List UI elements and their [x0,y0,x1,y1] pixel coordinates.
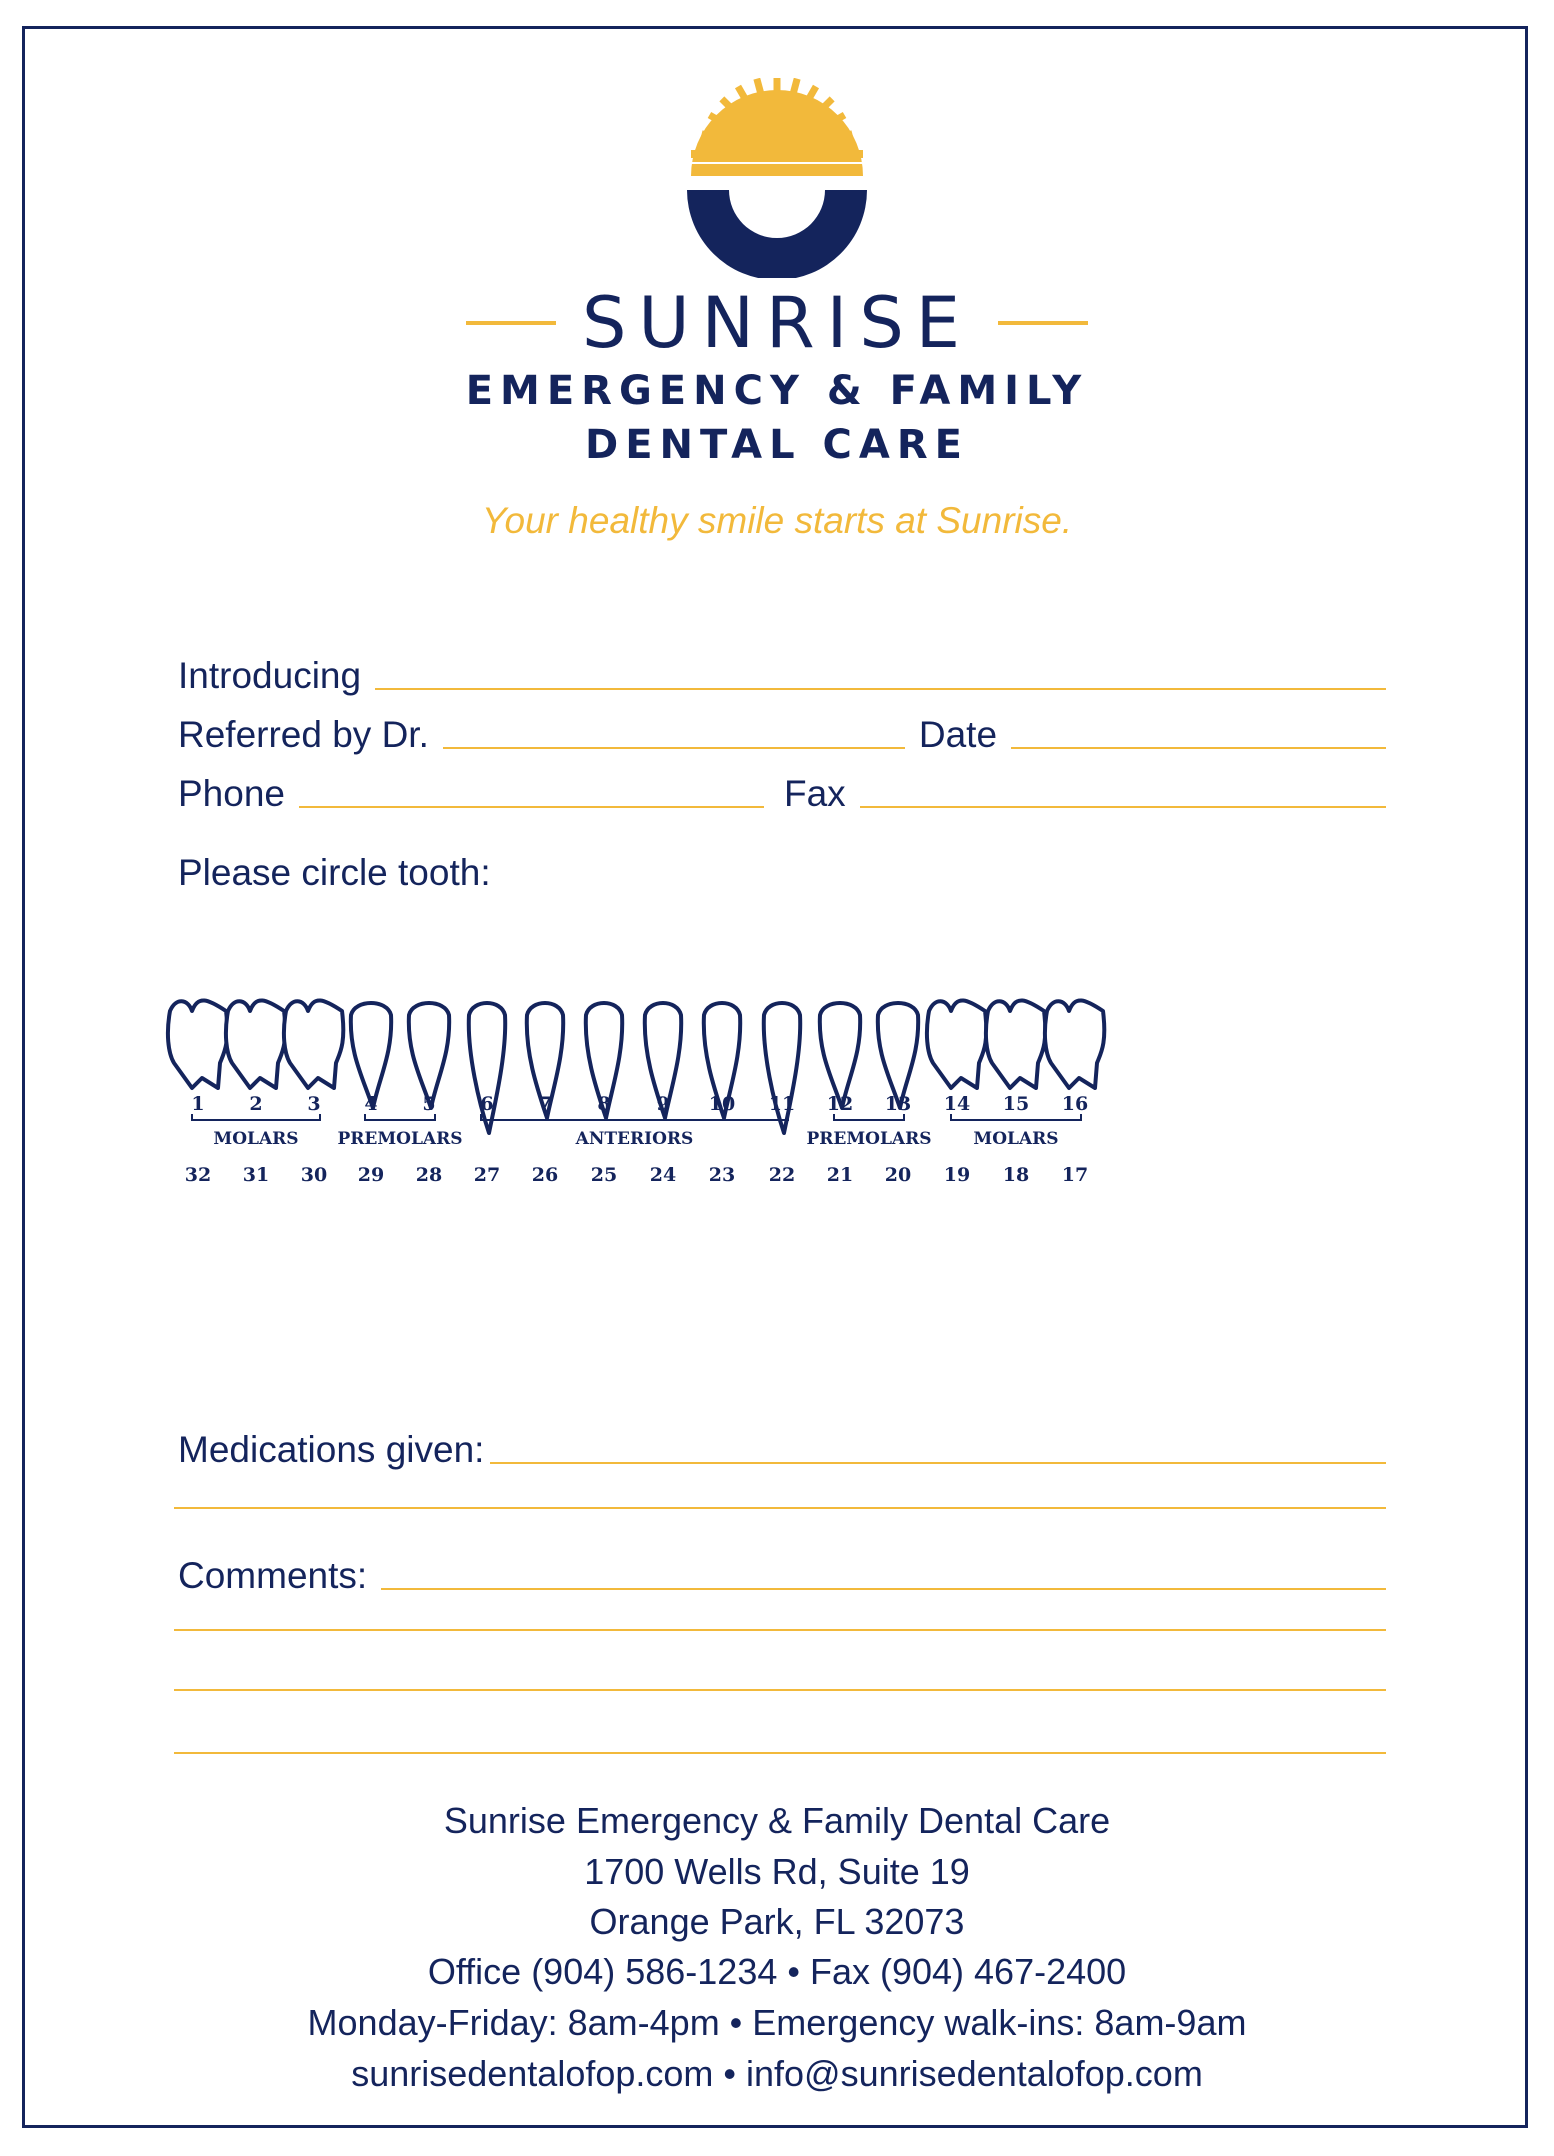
tooth-number-26[interactable]: 26 [531,1164,559,1186]
introducing-label: Introducing [178,655,362,696]
tooth-chart [160,905,1400,1385]
tooth-number-24[interactable]: 24 [649,1164,677,1186]
tooth-number-10[interactable]: 10 [708,1093,736,1115]
tooth-number-30[interactable]: 30 [300,1164,328,1186]
tooth-number-7[interactable]: 7 [538,1093,552,1115]
group-label-premolars-left: PREMOLARS [806,1129,932,1149]
medications-row [178,1420,1386,1472]
date-label: Date [918,714,998,755]
comments-line-2[interactable] [174,1629,1386,1631]
tooth-number-11[interactable]: 11 [768,1093,796,1115]
brand-rule-left [466,321,556,325]
referred-label: Referred by Dr. [178,714,429,755]
phone-row [178,764,1386,816]
group-bracket [481,1114,788,1120]
comments-row [178,1546,1386,1598]
comments-line-4[interactable] [174,1752,1386,1754]
referred-field[interactable] [443,747,905,749]
tooth-number-2[interactable]: 2 [249,1093,263,1115]
tooth-number-32[interactable]: 32 [184,1164,212,1186]
tooth-number-25[interactable]: 25 [590,1164,618,1186]
medications-label: Medications given: [178,1429,485,1470]
lower-tooth-30[interactable] [284,1000,343,1088]
lower-tooth-32[interactable] [168,1000,227,1088]
tooth-number-15[interactable]: 15 [1002,1093,1030,1115]
footer-address-line1: 1700 Wells Rd, Suite 19 [584,1851,970,1892]
tooth-number-5[interactable]: 5 [422,1093,436,1115]
lower-tooth-17[interactable] [1045,1000,1104,1088]
sunrise-logo-icon [677,78,877,278]
tooth-number-29[interactable]: 29 [357,1164,385,1186]
brand-name: SUNRISE [582,282,972,364]
lower-tooth-19[interactable] [927,1000,986,1088]
group-label-premolars-right: PREMOLARS [337,1129,463,1149]
date-field[interactable] [1011,747,1386,749]
brand-rule-right [998,321,1088,325]
comments-field[interactable] [381,1588,1386,1590]
fax-field[interactable] [860,806,1386,808]
circle-tooth-label: Please circle tooth: [178,852,491,893]
tooth-number-23[interactable]: 23 [708,1164,736,1186]
brand-subtitle-line1: EMERGENCY & FAMILY [465,368,1089,414]
medications-line-2[interactable] [174,1507,1386,1509]
lower-tooth-31[interactable] [226,1000,285,1088]
tooth-number-28[interactable]: 28 [415,1164,443,1186]
group-label-anteriors: ANTERIORS [575,1129,694,1149]
phone-field[interactable] [299,806,764,808]
referred-row [178,705,1386,757]
group-label-molars-left: MOLARS [973,1129,1059,1149]
tooth-number-20[interactable]: 20 [884,1164,912,1186]
introducing-field[interactable] [375,688,1386,690]
tooth-number-27[interactable]: 27 [473,1164,501,1186]
tooth-number-1[interactable]: 1 [191,1093,205,1115]
group-label-molars-right: MOLARS [213,1129,299,1149]
comments-line-3[interactable] [174,1689,1386,1691]
tooth-number-17[interactable]: 17 [1061,1164,1089,1186]
introducing-row [178,646,1386,698]
tooth-number-14[interactable]: 14 [943,1093,971,1115]
phone-label: Phone [178,773,285,814]
tooth-number-8[interactable]: 8 [597,1093,611,1115]
tooth-number-18[interactable]: 18 [1002,1164,1030,1186]
tooth-number-16[interactable]: 16 [1061,1093,1089,1115]
brand-header [0,278,1554,368]
fax-label: Fax [784,773,846,814]
tooth-number-3[interactable]: 3 [307,1093,321,1115]
comments-label: Comments: [178,1555,368,1596]
lower-tooth-18[interactable] [986,1000,1045,1088]
brand-tagline: Your healthy smile starts at Sunrise. [481,500,1073,541]
tooth-number-6[interactable]: 6 [480,1093,494,1115]
tooth-number-4[interactable]: 4 [364,1093,378,1115]
tooth-number-22[interactable]: 22 [768,1164,796,1186]
footer-web-email: sunrisedentalofop.com • info@sunrisedentalofop.com [351,2053,1203,2094]
tooth-number-19[interactable]: 19 [943,1164,971,1186]
brand-subtitle-line2: DENTAL CARE [585,422,969,468]
tooth-number-12[interactable]: 12 [826,1093,854,1115]
footer-practice-name: Sunrise Emergency & Family Dental Care [443,1800,1111,1841]
footer-address-line2: Orange Park, FL 32073 [589,1901,965,1942]
tooth-number-31[interactable]: 31 [242,1164,270,1186]
tooth-number-21[interactable]: 21 [826,1164,854,1186]
medications-field[interactable] [490,1462,1386,1464]
footer-phone-fax: Office (904) 586-1234 • Fax (904) 467-2400 [427,1951,1127,1992]
tooth-number-9[interactable]: 9 [656,1093,670,1115]
footer-hours: Monday-Friday: 8am-4pm • Emergency walk-ins: 8am-9am [307,2002,1247,2043]
tooth-number-13[interactable]: 13 [884,1093,912,1115]
